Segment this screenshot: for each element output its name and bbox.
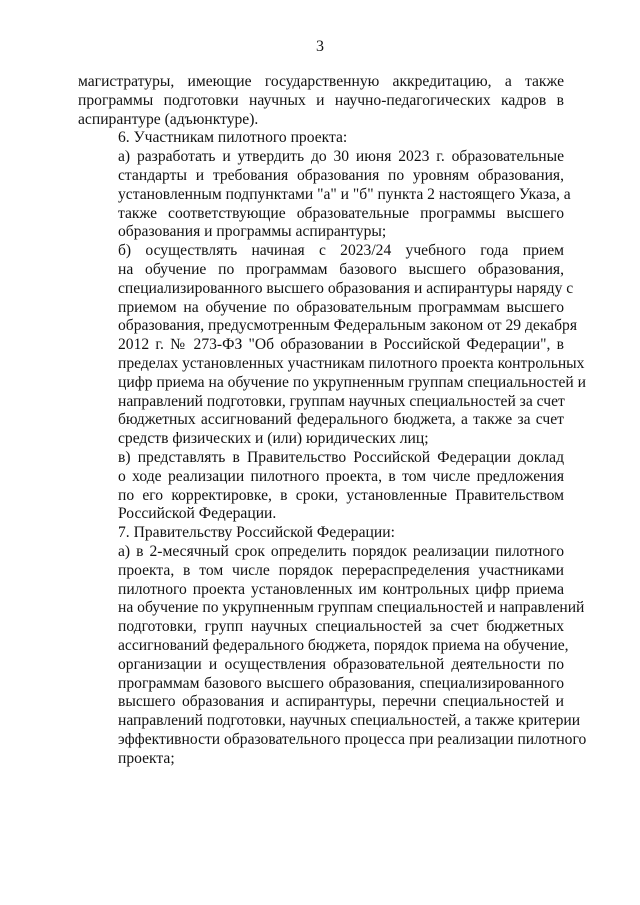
text-line: цифр приема на обучение по укрупненным группам специальностей и bbox=[118, 373, 586, 391]
paragraph bbox=[78, 242, 586, 449]
text-line: также соответствующие образовательные программы высшего bbox=[118, 204, 564, 222]
paragraph bbox=[78, 449, 564, 524]
paragraph bbox=[78, 148, 571, 242]
paragraph bbox=[78, 129, 564, 148]
text-line: пилотного проекта установленных им контрольных цифр приема bbox=[118, 580, 564, 598]
text-line: магистратуры, имеющие государственную аккредитацию, а также bbox=[78, 73, 564, 90]
document-body bbox=[78, 73, 587, 768]
text-line: средств физических и (или) юридических лиц; bbox=[118, 430, 429, 448]
text-line: организации и осуществления образовательной деятельности по bbox=[118, 655, 564, 673]
text-line: на обучение по программам базового высшего образования, bbox=[118, 260, 564, 278]
text-line: подготовки, групп научных специальностей за счет бюджетных bbox=[118, 618, 564, 636]
text-line: а) в 2-месячный срок определить порядок реализации пилотного bbox=[118, 542, 564, 560]
paragraph bbox=[78, 73, 564, 129]
text-line: 7. Правительству Российской Федерации: bbox=[118, 524, 395, 542]
text-line: программы подготовки научных и научно-педагогических кадров в bbox=[78, 91, 564, 109]
text-line: по его корректировке, в сроки, установленные Правительством bbox=[118, 486, 564, 504]
text-line: 6. Участникам пилотного проекта: bbox=[118, 129, 348, 147]
text-line: аспирантуре (адъюнктуре). bbox=[78, 110, 259, 128]
text-line: бюджетных ассигнований федерального бюджета, а также за счет bbox=[118, 411, 564, 429]
text-line: проекта; bbox=[118, 749, 175, 767]
text-line: ассигнований федерального бюджета, порядок приема на обучение, bbox=[118, 636, 569, 654]
text-line: 2012 г. № 273-ФЗ "Об образовании в Российской Федерации", в bbox=[118, 336, 564, 354]
text-line: образования и программы аспирантуры; bbox=[118, 223, 387, 241]
text-line: приемом на обучение по образовательным программам высшего bbox=[118, 298, 564, 316]
text-line: направлений подготовки, группам научных специальностей за счет bbox=[118, 392, 565, 410]
text-line: образования, предусмотренным Федеральным законом от 29 декабря bbox=[118, 317, 577, 335]
text-line: о ходе реализации пилотного проекта, в том числе предложения bbox=[118, 467, 564, 485]
text-line: проекта, в том числе порядок перераспределения участниками bbox=[118, 561, 564, 579]
page-number: 3 bbox=[316, 38, 324, 55]
text-line: в) представлять в Правительство Российской Федерации доклад bbox=[118, 448, 564, 466]
text-line: высшего образования и аспирантуры, перечни специальностей и bbox=[118, 693, 564, 711]
text-line: а) разработать и утвердить до 30 июня 2023 г. образовательные bbox=[118, 148, 564, 166]
text-line: Российской Федерации. bbox=[118, 505, 277, 523]
text-line: направлений подготовки, научных специальностей, а также критерии bbox=[118, 712, 581, 730]
text-line: стандарты и требования образования по уровням образования, bbox=[118, 166, 564, 184]
text-line: установленным подпунктами "а" и "б" пункта 2 настоящего Указа, а bbox=[118, 185, 571, 203]
paragraph bbox=[78, 542, 587, 769]
text-line: эффективности образовательного процесса при реализации пилотного bbox=[118, 730, 587, 748]
text-line: на обучение по укрупненным группам специальностей и направлений bbox=[118, 599, 585, 617]
text-line: пределах установленных участникам пилотного проекта контрольных bbox=[118, 354, 585, 372]
text-line: б) осуществлять начиная с 2023/24 учебного года прием bbox=[118, 242, 564, 260]
paragraph bbox=[78, 524, 564, 543]
text-line: программам базового высшего образования, специализированного bbox=[118, 674, 564, 692]
text-line: специализированного высшего образования и аспирантуры наряду с bbox=[118, 279, 574, 297]
